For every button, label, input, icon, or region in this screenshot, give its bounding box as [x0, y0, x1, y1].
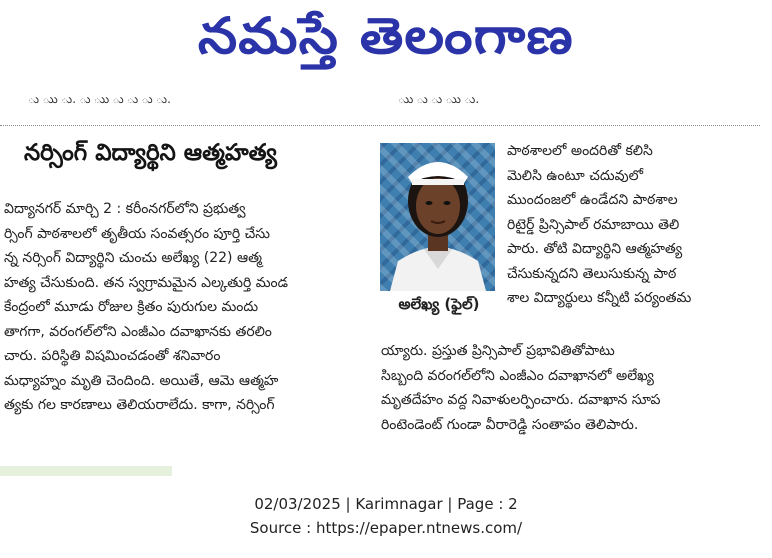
article-line: మెలిసి ఉంటూ చదువులో — [507, 167, 643, 184]
article-line: చేసుకున్నదని తెలుసుకున్న పాఠ — [507, 265, 677, 282]
article-line: పారు. తోటి విద్యార్థిని ఆత్మహత్య — [507, 241, 683, 257]
article-line: పాఠశాలలో అందరితో కలిసి — [507, 143, 653, 159]
newspaper-title: నమస్తే తెలంగాణ — [198, 6, 574, 65]
cutoff-text-right: ుు ు ు ుు ు. — [398, 92, 480, 106]
article-line: త్యకు గల కారణాలు తెలియరాలేదు. కాగా, నర్సింగ్ — [4, 397, 275, 413]
article-line: హత్య చేసుకుంది. తన స్వగ్రామమైన ఎల్కతుర్తి మండ — [4, 274, 288, 291]
article-line: శాల విద్యార్థులు కన్నీటి పర్యంతమ — [507, 290, 692, 306]
masthead — [0, 0, 772, 84]
article-line: ర్సింగ్ పాఠశాలలో తృతీయ సంవత్సరం పూర్తి చేసు — [4, 225, 270, 242]
article-line: రింటెండెంట్ గుండా వీరారెడ్డి సంతాపం తెలిపారు. — [381, 416, 639, 433]
article-line: తాగగా, వరంగల్‌లోని ఎంజీఎం దవాఖానకు తరలిం — [4, 323, 272, 340]
cutoff-text-left: ు ుు ు. ు ుు ు ు ు ు. — [28, 92, 171, 106]
article-line: కేంద్రంలో మూడు రోజుల క్రితం పురుగుల మందు — [4, 299, 259, 315]
article-left-column — [4, 197, 366, 418]
article-line: న్న నర్సింగ్ విద్యార్థిని చుంచు అలేఖ్య (22) ఆత్మ — [4, 250, 262, 266]
article-line: చారు. పరిస్థితి విషమించడంతో శనివారం — [4, 348, 221, 364]
decorative-strip — [0, 466, 172, 476]
article-line: రిటైర్డ్ ప్రిన్సిపాల్ రమాబాయి తెలి — [507, 216, 680, 233]
article-line: య్యారు. ప్రస్తుత ప్రిన్సిపాల్ ప్రభావితితోపాటు — [381, 343, 615, 359]
article-line: విద్యానగర్ మార్చి 2 : కరీంనగర్‌లోని ప్రభుత్వ — [4, 201, 246, 217]
footer-date-edition: 02/03/2025 | Karimnagar | Page : 2 — [254, 495, 518, 513]
article-line: సిబ్బంది వరంగల్‌లోని ఎంజీఎం దవాఖానలో అలేఖ్య — [381, 367, 654, 384]
article-line: మృతదేహం వద్ద నివాళులర్పించారు. దవాఖాన సూప — [381, 392, 661, 408]
photo-caption: అలేఖ్య (ఫైల్) — [398, 295, 480, 313]
article-headline: నర్సింగ్ విద్యార్థిని ఆత్మహత్య — [24, 140, 277, 166]
article-right-column-bottom — [381, 311, 733, 437]
section-divider — [0, 125, 760, 126]
article-line: మధ్యాహ్నం మృతి చెందింది. అయితే, ఆమె ఆత్మహ — [4, 372, 279, 389]
footer-source: Source : https://epaper.ntnews.com/ — [249, 519, 523, 537]
article-line: ముందంజలో ఉండేదని పాఠశాల — [507, 192, 678, 208]
article-right-column-top — [381, 139, 733, 311]
page-footer — [0, 492, 772, 540]
